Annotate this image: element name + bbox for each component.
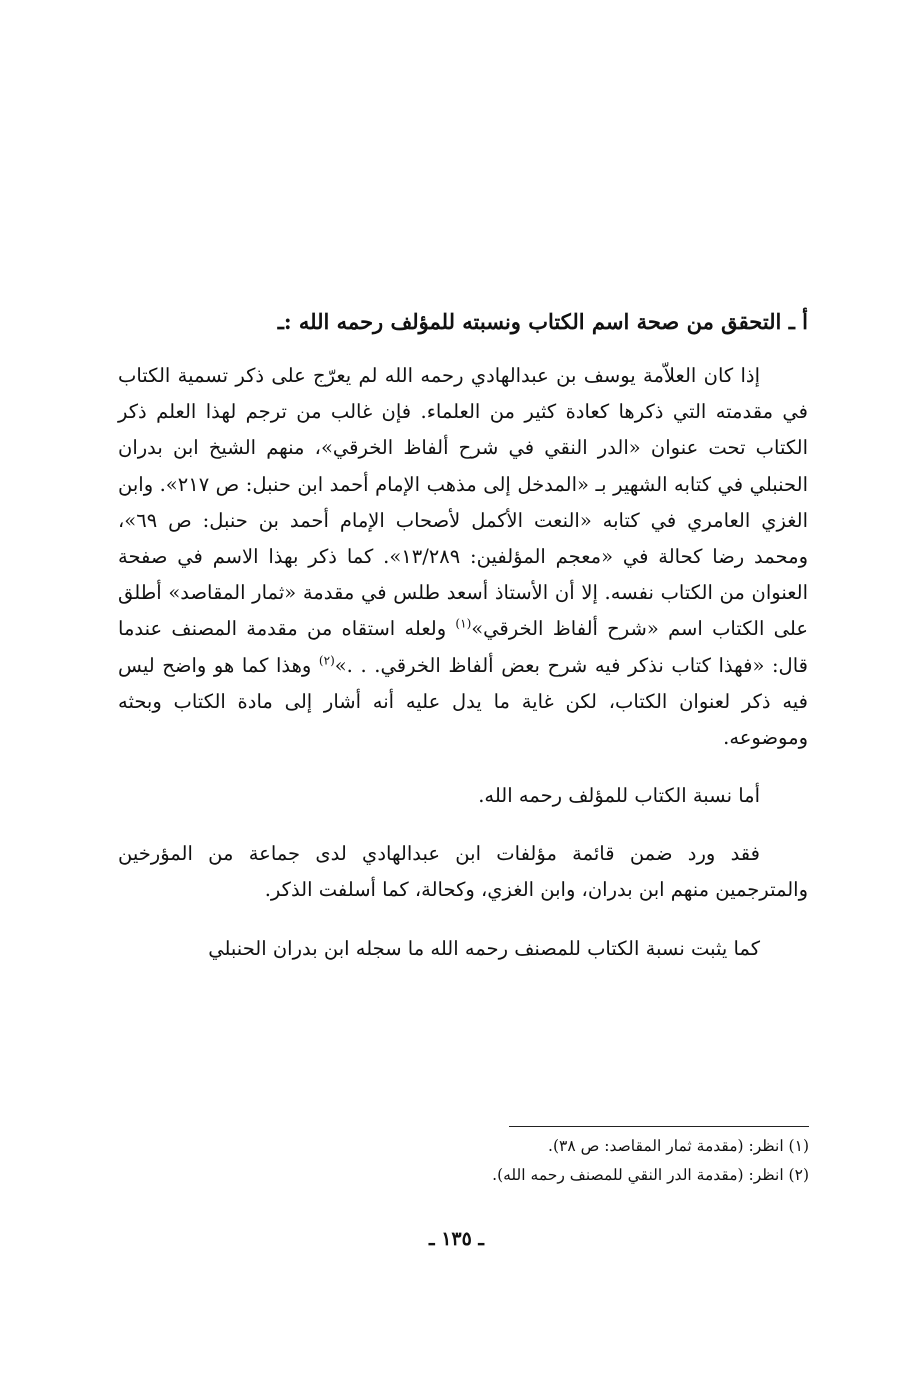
page-number: ـ ١٣٥ ـ [429, 1228, 484, 1250]
main-text [118, 300, 808, 967]
section-heading: أ ـ التحقق من صحة اسم الكتاب ونسبته للمؤلف رحمه الله :ـ [277, 309, 808, 334]
paragraph-text-part-a: إذا كان العلاّمة يوسف بن عبدالهادي رحمه الله لم يعرّج على ذكر تسمية الكتاب في مقدمته التي ذكرها كعادة كثير من العلماء. فإن غالب من ترجم لهذا العلم ذكر الكتاب تحت عنوان «الدر النقي في شرح ألفاظ الخرقي»، منهم الشيخ ابن بدران الحنبلي في كتابه الشهير بـ «المدخل إلى مذهب الإمام أحمد ابن حنبل: ص ٢١٧». وابن الغزي العامري في كتابه «النعت الأكمل لأصحاب الإمام أحمد بن حنبل: ص ٦٩»، ومحمد رضا كحالة في «معجم المؤلفين: ١٣/٢٨٩». كما ذكر بهذا الاسم في صفحة العنوان من الكتاب نفسه. إلا أن الأستاذ أسعد طلس في مقدمة «ثمار المقاصد» أطلق على الكتاب اسم «شرح ألفاظ الخرقي» [118, 364, 808, 641]
footnote-1: (١) انظر: (مقدمة ثمار المقاصد: ص ٣٨). [548, 1137, 809, 1155]
footnotes [119, 1132, 809, 1190]
paragraph-text-part-c: وهذا كما هو واضح ليس فيه ذكر لعنوان الكتاب، لكن غاية ما يدل عليه أنه أشار إلى مادة الكتاب وبحثه وموضوعه. [118, 653, 808, 750]
paragraph-text-part-b: ولعله استقاه من مقدمة المصنف عندما قال: «فهذا كتاب نذكر فيه شرح بعض ألفاظ الخرقي. . .» [118, 617, 808, 677]
footnote-ref-1: (١) [455, 616, 472, 631]
paragraph-title-verification [118, 358, 808, 756]
paragraph-author-lists: فقد ورد ضمن قائمة مؤلفات ابن عبدالهادي لدى جماعة من المؤرخين والمترجمين منهم ابن بدران، وابن الغزي، وكحالة، كما أسلفت الذكر. [118, 842, 808, 902]
paragraph-ibn-badran: كما يثبت نسبة الكتاب للمصنف رحمه الله ما سجله ابن بدران الحنبلي [208, 936, 760, 960]
footnote-separator [509, 1126, 809, 1127]
footnote-ref-2: (٢) [318, 653, 335, 668]
footnote-2: (٢) انظر: (مقدمة الدر النقي للمصنف رحمه الله). [492, 1166, 809, 1184]
subheading-attribution: أما نسبة الكتاب للمؤلف رحمه الله. [478, 784, 760, 808]
